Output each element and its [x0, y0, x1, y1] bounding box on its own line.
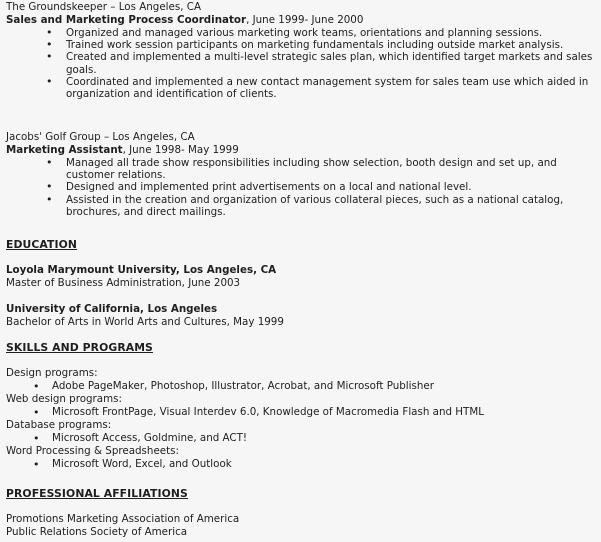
job-dates: , June 1998- May 1999	[122, 144, 239, 156]
list-item: • Trained work session participants on marketing fundamentals including outside market analysis.	[6, 39, 598, 51]
list-item: • Microsoft Access, Goldmine, and ACT!	[6, 432, 598, 445]
job-duties-list	[6, 157, 598, 218]
employer-line: Jacobs' Golf Group – Los Angeles, CA	[6, 131, 195, 143]
list-item: • Designed and implemented print advertisements on a local and national level.	[6, 181, 598, 193]
job-title-line	[6, 14, 598, 27]
degree: Master of Business Administration, June 2003	[6, 277, 241, 289]
skill-group-label: Design programs:	[6, 367, 98, 379]
degree: Bachelor of Arts in World Arts and Cultures, May 1999	[6, 316, 284, 328]
job-dates: , June 1999- June 2000	[246, 14, 364, 26]
skill-group-label: Database programs:	[6, 419, 112, 431]
education-entry	[6, 303, 284, 329]
list-item: • Microsoft Word, Excel, and Outlook	[6, 458, 598, 471]
list-item: • Microsoft FrontPage, Visual Interdev 6.0, Knowledge of Macromedia Flash and HTML	[6, 406, 598, 419]
list-item: Public Relations Society of America	[6, 526, 188, 538]
job-title: Sales and Marketing Process Coordinator	[6, 14, 247, 26]
skill-items	[6, 432, 598, 445]
skill-items	[6, 406, 598, 419]
job-title: Marketing Assistant	[6, 144, 123, 156]
list-item: • Adobe PageMaker, Photoshop, Illustrator, Acrobat, and Microsoft Publisher	[6, 380, 598, 393]
list-item: • Coordinated and implemented a new contact management system for sales team use which aided in organization and identification of clients.	[6, 76, 598, 100]
list-item: • Assisted in the creation and organization of various collateral pieces, such as a national catalog, brochures, and direct mailings.	[6, 194, 598, 218]
skill-group-label: Web design programs:	[6, 393, 122, 405]
school-name: University of California, Los Angeles	[6, 303, 218, 315]
employer-line: The Groundskeeper – Los Angeles, CA	[6, 1, 202, 13]
skill-items	[6, 458, 598, 471]
skills-list	[6, 367, 598, 471]
job-entry-jacobs-golf	[6, 131, 598, 218]
skill-group-label: Word Processing & Spreadsheets:	[6, 445, 179, 457]
school-name: Loyola Marymount University, Los Angeles, CA	[6, 264, 277, 276]
job-title-line	[6, 144, 598, 157]
job-duties-list	[6, 27, 598, 100]
education-heading: EDUCATION	[6, 238, 78, 251]
list-item: • Created and implemented a multi-level strategic sales plan, which identified target markets and sales goals.	[6, 51, 598, 75]
affiliations-heading: PROFESSIONAL AFFILIATIONS	[6, 487, 188, 500]
education-entry	[6, 264, 276, 290]
list-item: • Managed all trade show responsibilities including show selection, booth design and set up, and customer relations.	[6, 157, 598, 181]
skill-items	[6, 380, 598, 393]
list-item: Promotions Marketing Association of America	[6, 513, 240, 525]
affiliations-list	[6, 513, 239, 539]
skills-heading: SKILLS AND PROGRAMS	[6, 341, 153, 354]
job-entry-groundskeeper	[6, 1, 598, 100]
list-item: • Organized and managed various marketing work teams, orientations and planning sessions.	[6, 27, 598, 39]
